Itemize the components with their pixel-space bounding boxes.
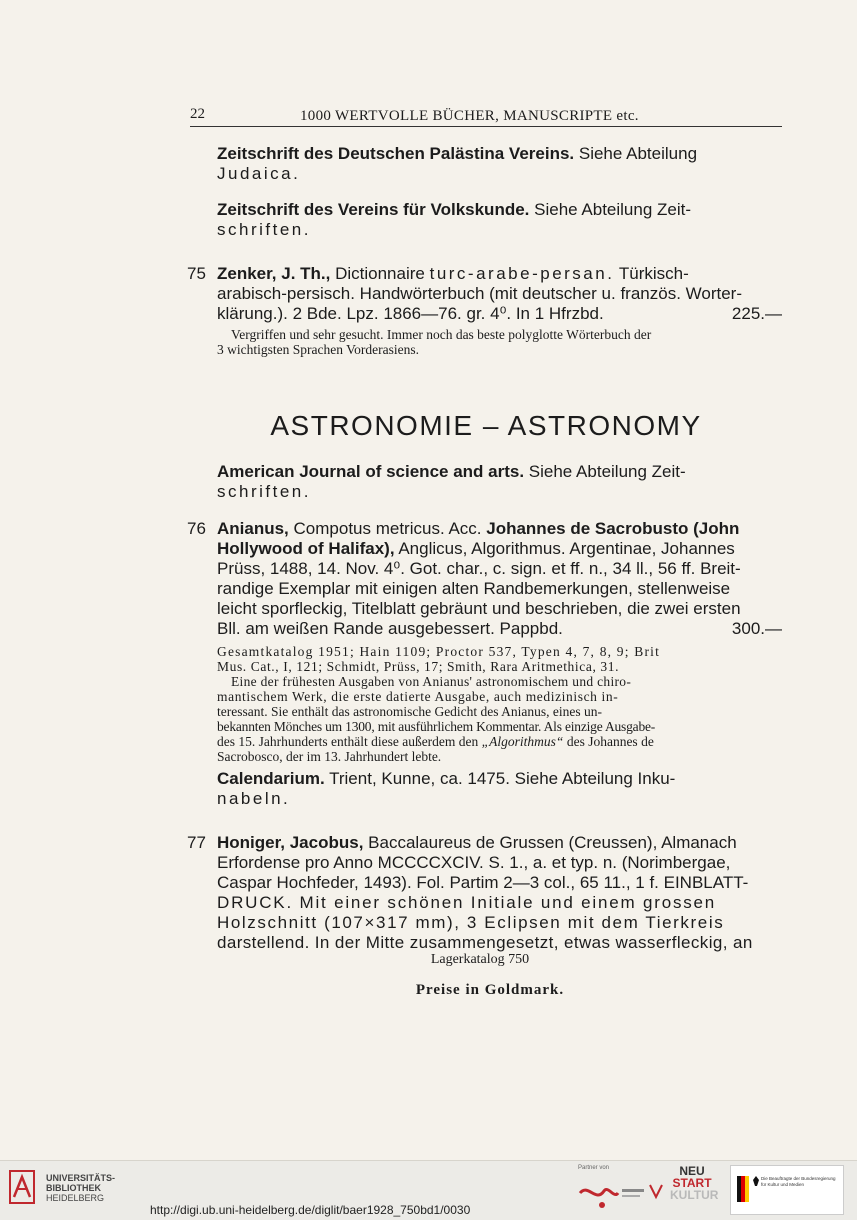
ub-name-line: BIBLIOTHEK [46, 1183, 101, 1193]
entry-title: Zeitschrift des Vereins für Volkskunde. [217, 200, 530, 219]
entry-title: Calendarium. [217, 769, 325, 788]
note-line: Vergriffen und sehr gesucht. Immer noch das beste polyglotte Wörterbuch der [231, 327, 652, 342]
entry-text: Bll. am weißen Rande ausgebessert. Pappbd. [217, 619, 563, 638]
permalink-url[interactable]: http://digi.ub.uni-heidelberg.de/diglit/baer1928_750bd1/0030 [150, 1203, 471, 1217]
entry-text: klärung.). 2 Bde. Lpz. 1866—76. gr. 4⁰. In 1 Hfrzbd. [217, 304, 604, 323]
section-heading: ASTRONOMIE – ASTRONOMY [270, 410, 702, 441]
eagle-icon [753, 1176, 759, 1186]
logo-text: NEU [679, 1164, 705, 1178]
logo-text: KULTUR [670, 1188, 719, 1202]
ub-heidelberg-name [46, 1173, 115, 1203]
page-number: 22 [190, 106, 205, 122]
note-line: Sacrobosco, der im 13. Jahrhundert lebte. [217, 749, 442, 764]
partner-label: Partner von [578, 1165, 610, 1171]
entry-text: arabisch-persisch. Handwörterbuch (mit deutscher u. französ. Worter- [217, 284, 742, 303]
note-line: 3 wichtigsten Sprachen Vorderasiens. [217, 342, 419, 357]
entry-text: randige Exemplar mit einigen alten Randbemerkungen, stellenweise [217, 579, 731, 598]
entry-text: darstellend. In der Mitte zusammengesetzt, etwas wasserfleckig, an [217, 933, 753, 952]
running-title: 1000 WERTVOLLE BÜCHER, MANUSCRIPTE etc. [300, 108, 639, 124]
entry-text: Prüss, 1488, 14. Nov. 4⁰. Got. char., c. sign. et ff. n., 34 ll., 56 ff. Breit- [217, 559, 741, 578]
entry-text: Türkisch- [614, 264, 689, 283]
entry-text: Anglicus, Algorithmus. Argentinae, Johannes [394, 539, 735, 558]
entry-number: 77 [187, 833, 206, 852]
catalog-reference: Lagerkatalog 750 [430, 952, 530, 967]
entry-title: Johannes de Sacrobusto (John [486, 519, 740, 538]
entry-text: nabeln. [217, 789, 291, 808]
entry-text: Judaica. [217, 164, 301, 183]
bkm-logo [730, 1165, 844, 1215]
note-line: bekannten Mönches um 1300, mit ausführlichem Kommentar. Als einzige Ausgabe- [217, 719, 656, 734]
neustart-kultur-logo [670, 1164, 719, 1202]
entry-title: American Journal of science and arts. [217, 462, 525, 481]
entry-anianus [187, 519, 782, 764]
entry-title: Zeitschrift des Deutschen Palästina Vereins. [217, 144, 575, 163]
ub-name-line: HEIDELBERG [46, 1193, 105, 1203]
entry-text: Siehe Abteilung [574, 144, 698, 163]
entry-title: Hollywood of Halifax), [217, 539, 395, 558]
note-line: Mus. Cat., I, 121; Schmidt, Prüss, 17; Smith, Rara Aritmethica, 31. [217, 659, 620, 674]
entry-text: Holzschnitt (107×317 mm), 3 Eclipsen mit dem Tierkreis [217, 913, 725, 932]
note-line: Eine der frühesten Ausgaben von Anianus' astronomischem und chiro- [231, 674, 632, 689]
entry-text: schriften. [217, 482, 311, 501]
entry-text: turc-arabe-persan. [429, 264, 615, 283]
viewer-footer-bar [0, 1160, 857, 1220]
entry-text: schriften. [217, 220, 311, 239]
running-head [190, 104, 782, 127]
entry-note [217, 644, 782, 764]
entry-text: Siehe Abteilung Zeit- [529, 200, 692, 219]
entry-zeitschrift-volkskunde [217, 200, 782, 240]
ub-heidelberg-logo-icon [8, 1167, 40, 1207]
note-line: des Johannes de [563, 734, 654, 749]
entry-text: leicht sporfleckig, Titelblatt gebräunt und beschrieben, die zwei ersten [217, 599, 741, 618]
entry-note [217, 327, 782, 357]
note-line: mantischem Werk, die erste datierte Ausgabe, auch medizinisch in- [217, 689, 619, 704]
note-line: Gesamtkatalog 1951; Hain 1109; Proctor 537, Typen 4, 7, 8, 9; Brit [217, 644, 661, 659]
entry-title: Honiger, Jacobus, [217, 833, 364, 852]
entry-title: Anianus, [217, 519, 289, 538]
entry-text: Erfordense pro Anno MCCCCXCIV. S. 1., a. et typ. n. (Norimbergae, [217, 853, 731, 872]
note-line: des 15. Jahrhunderts enthält diese außerdem den [217, 734, 482, 749]
entry-text: Dictionnaire [330, 264, 430, 283]
entry-text: Trient, Kunne, ca. 1475. Siehe Abteilung Inku- [324, 769, 676, 788]
logo-text: START [672, 1176, 712, 1190]
entry-number: 75 [187, 264, 206, 283]
entry-honiger [187, 833, 782, 953]
entry-text: Baccalaureus de Grussen (Creussen), Almanach [363, 833, 737, 852]
ub-name-line: UNIVERSITÄTS- [46, 1173, 116, 1183]
price-note: Preise in Goldmark. [415, 982, 565, 998]
entry-text: DRUCK. Mit einer schönen Initiale und einem grossen [217, 893, 717, 912]
entry-american-journal [217, 462, 782, 502]
entry-text: Caspar Hochfeder, 1493). Fol. Partim 2—3 col., 65 11., 1 f. EINBLATT- [217, 873, 749, 892]
entry-number: 76 [187, 519, 206, 538]
price: 300.— [731, 619, 782, 638]
entry-zenker [187, 264, 782, 357]
partner-logo-icon [578, 1175, 668, 1215]
note-line: „Algorithmus“ [481, 734, 564, 749]
price: 225.— [731, 304, 782, 323]
german-flag-icon [737, 1176, 749, 1202]
entry-zeitschrift-palaestina [217, 144, 782, 184]
entry-title: Zenker, J. Th., [217, 264, 331, 283]
entry-text: Siehe Abteilung Zeit- [524, 462, 686, 481]
entry-text: Compotus metricus. Acc. [288, 519, 487, 538]
bkm-text: Die Beauftragte der Bundesregierung für Kultur und Medien [761, 1176, 836, 1187]
note-line: teressant. Sie enthält das astronomische Gedicht des Anianus, eines un- [217, 704, 603, 719]
entry-calendarium [217, 769, 782, 809]
